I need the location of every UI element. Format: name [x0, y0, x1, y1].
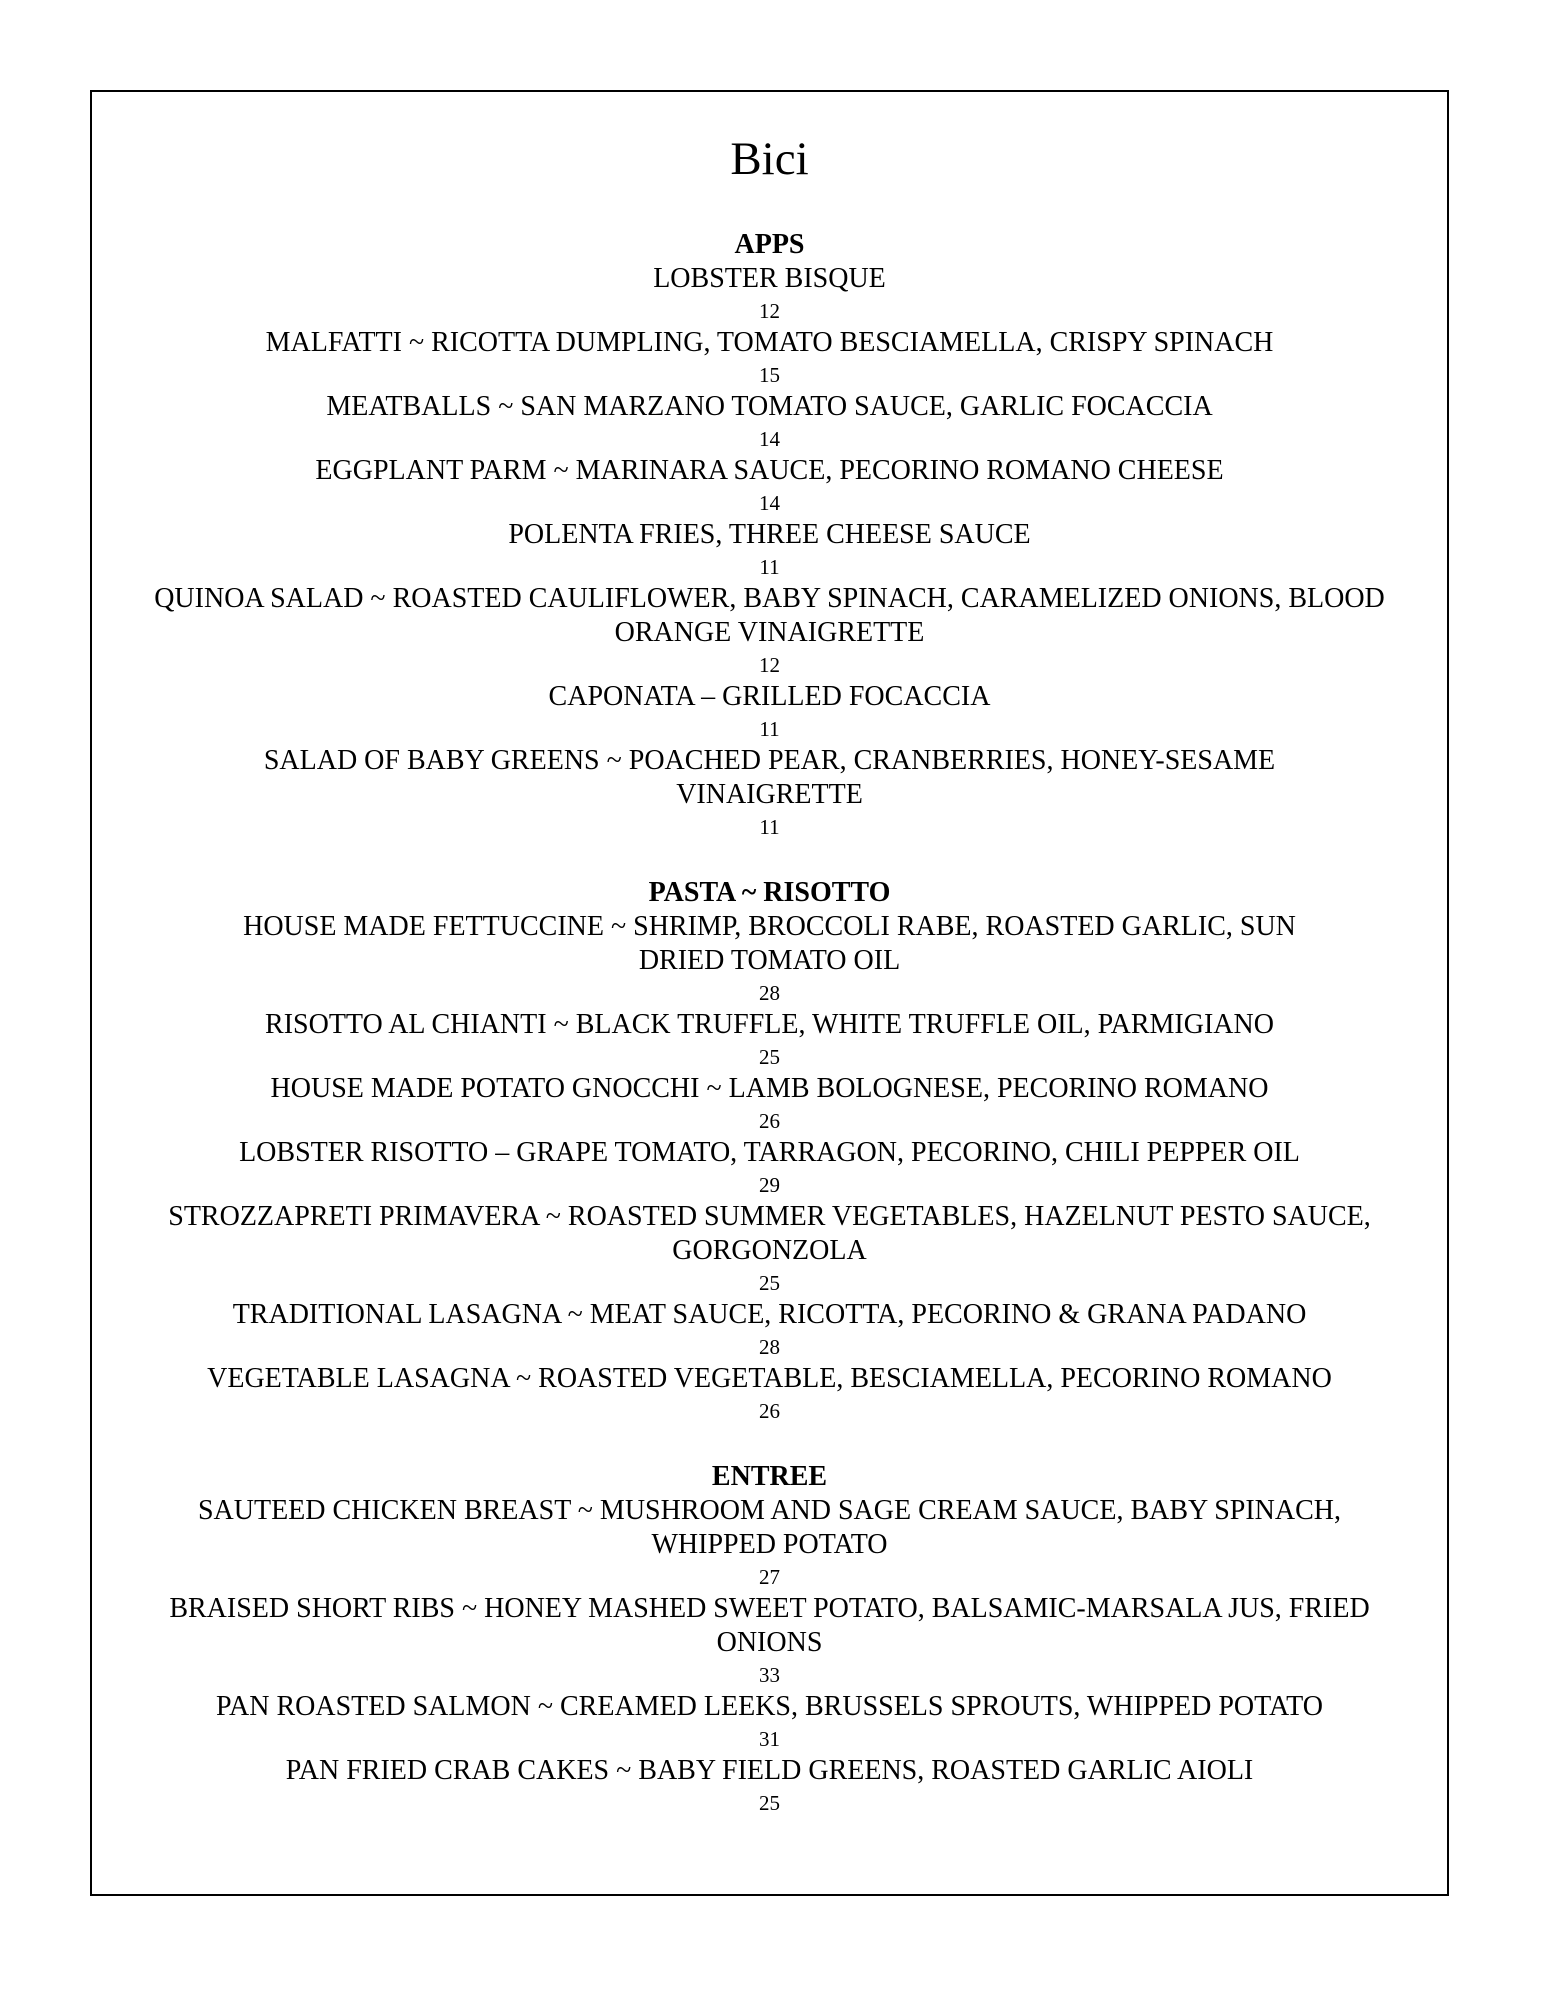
item-name: POLENTA FRIES, THREE CHEESE SAUCE [508, 519, 1031, 550]
menu-item [92, 582, 1447, 680]
menu-item [92, 1592, 1447, 1690]
item-name: CAPONATA – GRILLED FOCACCIA [548, 681, 991, 712]
menu-item [92, 1200, 1447, 1298]
menu-frame [90, 90, 1449, 1896]
menu-item [92, 1754, 1447, 1818]
item-price: 27 [759, 1565, 780, 1589]
menu-item [92, 1072, 1447, 1136]
menu-item [92, 680, 1447, 744]
menu-item [92, 1494, 1447, 1592]
item-name: QUINOA SALAD ~ ROASTED CAULIFLOWER, BABY SPINACH, CARAMELIZED ONIONS, BLOOD ORANGE VINAIGRETTE [154, 583, 1385, 648]
item-price: 12 [759, 299, 780, 323]
item-name: VEGETABLE LASAGNA ~ ROASTED VEGETABLE, BESCIAMELLA, PECORINO ROMANO [207, 1363, 1332, 1394]
item-name: EGGPLANT PARM ~ MARINARA SAUCE, PECORINO ROMANO CHEESE [315, 455, 1224, 486]
item-price: 11 [759, 555, 780, 579]
item-name: BRAISED SHORT RIBS ~ HONEY MASHED SWEET POTATO, BALSAMIC-MARSALA JUS, FRIED ONIONS [169, 1593, 1370, 1658]
menu-item [92, 518, 1447, 582]
item-name: LOBSTER BISQUE [653, 263, 886, 294]
item-name: PAN ROASTED SALMON ~ CREAMED LEEKS, BRUSSELS SPROUTS, WHIPPED POTATO [216, 1691, 1323, 1722]
item-price: 26 [759, 1109, 780, 1133]
item-price: 28 [759, 1335, 780, 1359]
item-name: RISOTTO AL CHIANTI ~ BLACK TRUFFLE, WHITE TRUFFLE OIL, PARMIGIANO [265, 1009, 1274, 1040]
item-price: 28 [759, 981, 780, 1005]
item-price: 33 [759, 1663, 780, 1687]
section-pasta-risotto [92, 876, 1447, 1426]
item-name: PAN FRIED CRAB CAKES ~ BABY FIELD GREENS, ROASTED GARLIC AIOLI [285, 1755, 1254, 1786]
item-price: 11 [759, 717, 780, 741]
item-price: 29 [759, 1173, 780, 1197]
item-name: MALFATTI ~ RICOTTA DUMPLING, TOMATO BESCIAMELLA, CRISPY SPINACH [265, 327, 1274, 358]
menu-item [92, 1136, 1447, 1200]
section-entree [92, 1460, 1447, 1818]
menu-item [92, 1690, 1447, 1754]
item-price: 14 [759, 427, 780, 451]
item-price: 26 [759, 1399, 780, 1423]
section-heading: PASTA ~ RISOTTO [648, 877, 891, 908]
item-name: HOUSE MADE POTATO GNOCCHI ~ LAMB BOLOGNESE, PECORINO ROMANO [270, 1073, 1269, 1104]
item-name: MEATBALLS ~ SAN MARZANO TOMATO SAUCE, GARLIC FOCACCIA [326, 391, 1213, 422]
item-name: HOUSE MADE FETTUCCINE ~ SHRIMP, BROCCOLI RABE, ROASTED GARLIC, SUN DRIED TOMATO OIL [243, 911, 1296, 976]
item-name: SAUTEED CHICKEN BREAST ~ MUSHROOM AND SAGE CREAM SAUCE, BABY SPINACH, WHIPPED POTATO [197, 1495, 1342, 1560]
item-price: 14 [759, 491, 780, 515]
item-price: 31 [759, 1727, 780, 1751]
menu-item [92, 326, 1447, 390]
menu-item [92, 1362, 1447, 1426]
menu-item [92, 454, 1447, 518]
menu-item [92, 390, 1447, 454]
menu-item [92, 1008, 1447, 1072]
section-heading: APPS [734, 229, 805, 260]
restaurant-title: Bici [730, 133, 809, 185]
item-price: 25 [759, 1271, 780, 1295]
section-heading: ENTREE [711, 1461, 828, 1492]
item-price: 11 [759, 815, 780, 839]
menu-item [92, 1298, 1447, 1362]
item-name: SALAD OF BABY GREENS ~ POACHED PEAR, CRANBERRIES, HONEY-SESAME VINAIGRETTE [263, 745, 1276, 810]
menu-item [92, 910, 1447, 1008]
item-name: TRADITIONAL LASAGNA ~ MEAT SAUCE, RICOTTA, PECORINO & GRANA PADANO [232, 1299, 1307, 1330]
item-name: STROZZAPRETI PRIMAVERA ~ ROASTED SUMMER VEGETABLES, HAZELNUT PESTO SAUCE, GORGONZOLA [168, 1201, 1371, 1266]
section-apps [92, 228, 1447, 842]
item-price: 15 [759, 363, 780, 387]
item-price: 25 [759, 1045, 780, 1069]
menu-item [92, 744, 1447, 842]
menu-item [92, 262, 1447, 326]
menu-content [92, 132, 1447, 1852]
item-name: LOBSTER RISOTTO – GRAPE TOMATO, TARRAGON, PECORINO, CHILI PEPPER OIL [239, 1137, 1300, 1168]
item-price: 12 [759, 653, 780, 677]
item-price: 25 [759, 1791, 780, 1815]
